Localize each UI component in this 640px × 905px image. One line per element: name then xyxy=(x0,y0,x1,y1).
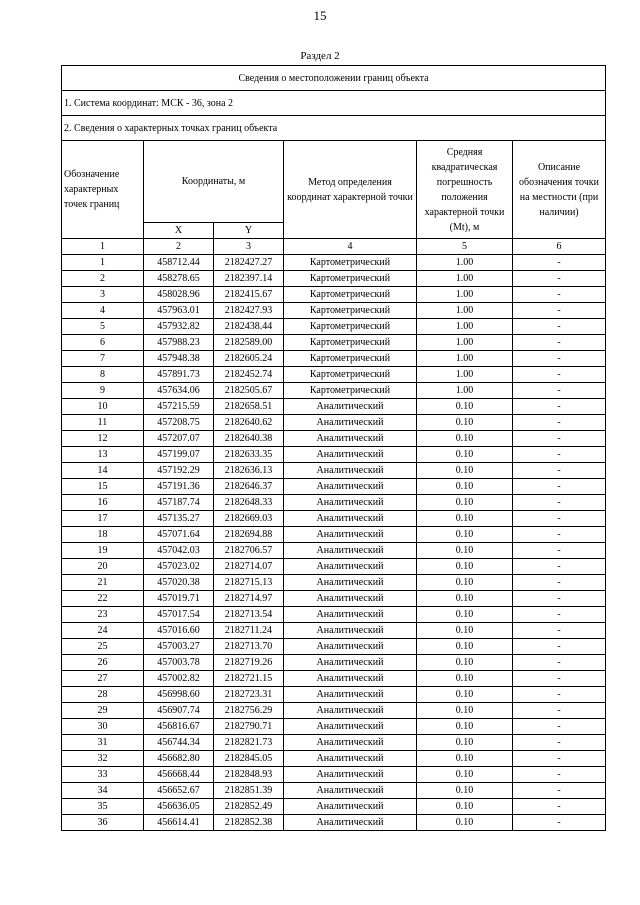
method-cell: Аналитический xyxy=(284,399,417,415)
y-coordinate-cell: 2182719.26 xyxy=(214,655,284,671)
error-cell: 0.10 xyxy=(417,639,513,655)
error-cell: 0.10 xyxy=(417,719,513,735)
method-cell: Аналитический xyxy=(284,735,417,751)
table-rows xyxy=(62,255,606,831)
y-coordinate-cell: 2182756.29 xyxy=(214,703,284,719)
y-coordinate-cell: 2182852.49 xyxy=(214,799,284,815)
section-title: Раздел 2 xyxy=(300,50,340,62)
description-cell: - xyxy=(513,671,606,687)
description-cell: - xyxy=(513,687,606,703)
y-coordinate-cell: 2182589.00 xyxy=(214,335,284,351)
description-cell: - xyxy=(513,783,606,799)
column-number: 3 xyxy=(214,239,284,255)
x-coordinate-cell: 457003.27 xyxy=(144,639,214,655)
x-coordinate-cell: 457634.06 xyxy=(144,383,214,399)
x-coordinate-cell: 456652.67 xyxy=(144,783,214,799)
method-cell: Картометрический xyxy=(284,351,417,367)
y-coordinate-cell: 2182845.05 xyxy=(214,751,284,767)
x-coordinate-cell: 457003.78 xyxy=(144,655,214,671)
method-cell: Аналитический xyxy=(284,751,417,767)
table-row xyxy=(62,735,606,751)
error-cell: 0.10 xyxy=(417,687,513,703)
x-coordinate-cell: 456907.74 xyxy=(144,703,214,719)
x-coordinate-cell: 457207.07 xyxy=(144,431,214,447)
y-coordinate-cell: 2182694.88 xyxy=(214,527,284,543)
error-cell: 1.00 xyxy=(417,367,513,383)
table-row xyxy=(62,767,606,783)
method-cell: Аналитический xyxy=(284,543,417,559)
description-cell: - xyxy=(513,463,606,479)
x-coordinate-cell: 457208.75 xyxy=(144,415,214,431)
table-row xyxy=(62,463,606,479)
y-coordinate-cell: 2182721.15 xyxy=(214,671,284,687)
point-number-cell: 24 xyxy=(62,623,144,639)
method-cell: Аналитический xyxy=(284,719,417,735)
error-cell: 0.10 xyxy=(417,591,513,607)
point-number-cell: 10 xyxy=(62,399,144,415)
description-cell: - xyxy=(513,623,606,639)
point-number-cell: 35 xyxy=(62,799,144,815)
error-cell: 1.00 xyxy=(417,287,513,303)
error-cell: 1.00 xyxy=(417,335,513,351)
x-coordinate-cell: 457017.54 xyxy=(144,607,214,623)
x-coordinate-cell: 457019.71 xyxy=(144,591,214,607)
point-number-cell: 19 xyxy=(62,543,144,559)
description-cell: - xyxy=(513,767,606,783)
y-coordinate-cell: 2182713.70 xyxy=(214,639,284,655)
error-cell: 0.10 xyxy=(417,815,513,831)
y-coordinate-cell: 2182713.54 xyxy=(214,607,284,623)
description-cell: - xyxy=(513,479,606,495)
point-number-cell: 3 xyxy=(62,287,144,303)
y-coordinate-cell: 2182723.31 xyxy=(214,687,284,703)
table-row xyxy=(62,527,606,543)
x-coordinate-cell: 457016.60 xyxy=(144,623,214,639)
method-cell: Картометрический xyxy=(284,287,417,303)
point-number-cell: 13 xyxy=(62,447,144,463)
x-coordinate-cell: 456614.41 xyxy=(144,815,214,831)
error-cell: 0.10 xyxy=(417,447,513,463)
error-cell: 1.00 xyxy=(417,351,513,367)
description-cell: - xyxy=(513,559,606,575)
boundary-points-table xyxy=(61,65,606,831)
method-cell: Аналитический xyxy=(284,495,417,511)
x-coordinate-cell: 457988.23 xyxy=(144,335,214,351)
error-cell: 1.00 xyxy=(417,319,513,335)
method-cell: Аналитический xyxy=(284,415,417,431)
column-number: 2 xyxy=(144,239,214,255)
x-coordinate-cell: 457020.38 xyxy=(144,575,214,591)
description-cell: - xyxy=(513,431,606,447)
table-row xyxy=(62,719,606,735)
y-coordinate-cell: 2182415.67 xyxy=(214,287,284,303)
method-cell: Аналитический xyxy=(284,623,417,639)
table-row xyxy=(62,303,606,319)
x-coordinate-cell: 458028.96 xyxy=(144,287,214,303)
error-cell: 0.10 xyxy=(417,607,513,623)
error-cell: 0.10 xyxy=(417,655,513,671)
point-number-cell: 28 xyxy=(62,687,144,703)
y-coordinate-cell: 2182714.07 xyxy=(214,559,284,575)
point-number-cell: 21 xyxy=(62,575,144,591)
error-cell: 0.10 xyxy=(417,575,513,591)
column-numbers-row xyxy=(62,239,606,255)
y-coordinate-cell: 2182640.62 xyxy=(214,415,284,431)
error-cell: 0.10 xyxy=(417,799,513,815)
point-number-cell: 12 xyxy=(62,431,144,447)
method-cell: Аналитический xyxy=(284,671,417,687)
x-coordinate-cell: 456744.34 xyxy=(144,735,214,751)
point-number-cell: 15 xyxy=(62,479,144,495)
method-cell: Аналитический xyxy=(284,463,417,479)
table-row xyxy=(62,351,606,367)
description-cell: - xyxy=(513,719,606,735)
column-number: 5 xyxy=(417,239,513,255)
point-number-cell: 29 xyxy=(62,703,144,719)
point-number-cell: 5 xyxy=(62,319,144,335)
y-coordinate-cell: 2182714.97 xyxy=(214,591,284,607)
method-cell: Аналитический xyxy=(284,783,417,799)
table-row xyxy=(62,815,606,831)
method-cell: Картометрический xyxy=(284,367,417,383)
points-section-line: 2. Сведения о характерных точках границ объекта xyxy=(62,116,606,141)
point-number-cell: 23 xyxy=(62,607,144,623)
x-coordinate-cell: 457215.59 xyxy=(144,399,214,415)
y-coordinate-cell: 2182640.38 xyxy=(214,431,284,447)
description-cell: - xyxy=(513,815,606,831)
error-cell: 1.00 xyxy=(417,255,513,271)
description-cell: - xyxy=(513,527,606,543)
method-cell: Картометрический xyxy=(284,271,417,287)
table-row xyxy=(62,607,606,623)
table-row xyxy=(62,495,606,511)
point-number-cell: 26 xyxy=(62,655,144,671)
error-cell: 0.10 xyxy=(417,543,513,559)
description-cell: - xyxy=(513,399,606,415)
table-row xyxy=(62,703,606,719)
point-number-cell: 17 xyxy=(62,511,144,527)
method-cell: Аналитический xyxy=(284,639,417,655)
y-coordinate-cell: 2182790.71 xyxy=(214,719,284,735)
y-coordinate-cell: 2182636.13 xyxy=(214,463,284,479)
description-cell: - xyxy=(513,639,606,655)
error-cell: 0.10 xyxy=(417,431,513,447)
point-number-cell: 33 xyxy=(62,767,144,783)
point-number-cell: 7 xyxy=(62,351,144,367)
method-cell: Аналитический xyxy=(284,431,417,447)
method-cell: Аналитический xyxy=(284,815,417,831)
method-cell: Картометрический xyxy=(284,319,417,335)
table-row xyxy=(62,479,606,495)
point-number-cell: 20 xyxy=(62,559,144,575)
table-row xyxy=(62,287,606,303)
error-cell: 0.10 xyxy=(417,703,513,719)
y-coordinate-cell: 2182438.44 xyxy=(214,319,284,335)
point-number-cell: 1 xyxy=(62,255,144,271)
point-number-cell: 18 xyxy=(62,527,144,543)
table-row xyxy=(62,511,606,527)
coordinate-system-line: 1. Система координат: МСК - 36, зона 2 xyxy=(62,91,606,116)
point-number-cell: 9 xyxy=(62,383,144,399)
description-cell: - xyxy=(513,367,606,383)
error-cell: 0.10 xyxy=(417,559,513,575)
description-cell: - xyxy=(513,607,606,623)
table-row xyxy=(62,447,606,463)
method-cell: Аналитический xyxy=(284,511,417,527)
error-cell: 0.10 xyxy=(417,399,513,415)
y-coordinate-cell: 2182505.67 xyxy=(214,383,284,399)
error-cell: 0.10 xyxy=(417,671,513,687)
table-row xyxy=(62,399,606,415)
x-coordinate-cell: 457023.02 xyxy=(144,559,214,575)
table-row xyxy=(62,783,606,799)
description-cell: - xyxy=(513,319,606,335)
description-cell: - xyxy=(513,303,606,319)
x-coordinate-cell: 457002.82 xyxy=(144,671,214,687)
point-number-cell: 22 xyxy=(62,591,144,607)
point-number-cell: 27 xyxy=(62,671,144,687)
y-coordinate-cell: 2182706.57 xyxy=(214,543,284,559)
header-y: Y xyxy=(214,223,284,239)
x-coordinate-cell: 457187.74 xyxy=(144,495,214,511)
x-coordinate-cell: 457891.73 xyxy=(144,367,214,383)
table-row xyxy=(62,415,606,431)
error-cell: 0.10 xyxy=(417,623,513,639)
method-cell: Аналитический xyxy=(284,655,417,671)
point-number-cell: 11 xyxy=(62,415,144,431)
method-cell: Аналитический xyxy=(284,527,417,543)
method-cell: Аналитический xyxy=(284,607,417,623)
point-number-cell: 14 xyxy=(62,463,144,479)
table-row xyxy=(62,655,606,671)
description-cell: - xyxy=(513,543,606,559)
point-number-cell: 8 xyxy=(62,367,144,383)
table-row xyxy=(62,255,606,271)
method-cell: Аналитический xyxy=(284,799,417,815)
error-cell: 1.00 xyxy=(417,303,513,319)
x-coordinate-cell: 457948.38 xyxy=(144,351,214,367)
point-number-cell: 32 xyxy=(62,751,144,767)
description-cell: - xyxy=(513,799,606,815)
method-cell: Аналитический xyxy=(284,767,417,783)
header-x: X xyxy=(144,223,214,239)
point-number-cell: 25 xyxy=(62,639,144,655)
y-coordinate-cell: 2182852.38 xyxy=(214,815,284,831)
table-row xyxy=(62,367,606,383)
method-cell: Картометрический xyxy=(284,255,417,271)
y-coordinate-cell: 2182848.93 xyxy=(214,767,284,783)
x-coordinate-cell: 457071.64 xyxy=(144,527,214,543)
description-cell: - xyxy=(513,511,606,527)
method-cell: Аналитический xyxy=(284,479,417,495)
table-row xyxy=(62,751,606,767)
point-number-cell: 16 xyxy=(62,495,144,511)
description-cell: - xyxy=(513,415,606,431)
y-coordinate-cell: 2182452.74 xyxy=(214,367,284,383)
y-coordinate-cell: 2182646.37 xyxy=(214,479,284,495)
x-coordinate-cell: 456636.05 xyxy=(144,799,214,815)
y-coordinate-cell: 2182427.27 xyxy=(214,255,284,271)
error-cell: 1.00 xyxy=(417,383,513,399)
y-coordinate-cell: 2182658.51 xyxy=(214,399,284,415)
point-number-cell: 2 xyxy=(62,271,144,287)
error-cell: 0.10 xyxy=(417,511,513,527)
y-coordinate-cell: 2182648.33 xyxy=(214,495,284,511)
error-cell: 0.10 xyxy=(417,751,513,767)
x-coordinate-cell: 456816.67 xyxy=(144,719,214,735)
description-cell: - xyxy=(513,287,606,303)
table-row xyxy=(62,559,606,575)
x-coordinate-cell: 457932.82 xyxy=(144,319,214,335)
y-coordinate-cell: 2182397.14 xyxy=(214,271,284,287)
table-title: Сведения о местоположении границ объекта xyxy=(62,66,606,91)
x-coordinate-cell: 457042.03 xyxy=(144,543,214,559)
point-number-cell: 34 xyxy=(62,783,144,799)
header-description: Описание обозначения точки на местности (при наличии) xyxy=(513,141,606,239)
header-method: Метод определения координат характерной точки xyxy=(284,141,417,239)
error-cell: 0.10 xyxy=(417,479,513,495)
error-cell: 0.10 xyxy=(417,783,513,799)
x-coordinate-cell: 457191.36 xyxy=(144,479,214,495)
x-coordinate-cell: 457963.01 xyxy=(144,303,214,319)
x-coordinate-cell: 457199.07 xyxy=(144,447,214,463)
error-cell: 0.10 xyxy=(417,767,513,783)
table-row xyxy=(62,383,606,399)
point-number-cell: 30 xyxy=(62,719,144,735)
header-designation: Обозначение характерных точек границ xyxy=(62,141,144,239)
method-cell: Аналитический xyxy=(284,447,417,463)
error-cell: 1.00 xyxy=(417,271,513,287)
header-error: Средняя квадратическая погрешность положения характерной точки (Mt), м xyxy=(417,141,513,239)
description-cell: - xyxy=(513,351,606,367)
table-row xyxy=(62,431,606,447)
table-row xyxy=(62,623,606,639)
method-cell: Аналитический xyxy=(284,687,417,703)
point-number-cell: 36 xyxy=(62,815,144,831)
error-cell: 0.10 xyxy=(417,527,513,543)
table-row xyxy=(62,687,606,703)
method-cell: Аналитический xyxy=(284,559,417,575)
description-cell: - xyxy=(513,655,606,671)
table-row xyxy=(62,799,606,815)
point-number-cell: 4 xyxy=(62,303,144,319)
method-cell: Картометрический xyxy=(284,303,417,319)
method-cell: Аналитический xyxy=(284,703,417,719)
description-cell: - xyxy=(513,703,606,719)
description-cell: - xyxy=(513,735,606,751)
x-coordinate-cell: 456668.44 xyxy=(144,767,214,783)
table-row xyxy=(62,575,606,591)
method-cell: Аналитический xyxy=(284,591,417,607)
description-cell: - xyxy=(513,383,606,399)
description-cell: - xyxy=(513,447,606,463)
description-cell: - xyxy=(513,271,606,287)
description-cell: - xyxy=(513,751,606,767)
y-coordinate-cell: 2182427.93 xyxy=(214,303,284,319)
y-coordinate-cell: 2182711.24 xyxy=(214,623,284,639)
error-cell: 0.10 xyxy=(417,415,513,431)
x-coordinate-cell: 457192.29 xyxy=(144,463,214,479)
table-row xyxy=(62,591,606,607)
table-row xyxy=(62,639,606,655)
method-cell: Картометрический xyxy=(284,335,417,351)
method-cell: Картометрический xyxy=(284,383,417,399)
table-row xyxy=(62,319,606,335)
error-cell: 0.10 xyxy=(417,463,513,479)
error-cell: 0.10 xyxy=(417,735,513,751)
column-number: 1 xyxy=(62,239,144,255)
y-coordinate-cell: 2182605.24 xyxy=(214,351,284,367)
x-coordinate-cell: 458278.65 xyxy=(144,271,214,287)
column-number: 4 xyxy=(284,239,417,255)
table-row xyxy=(62,543,606,559)
y-coordinate-cell: 2182633.35 xyxy=(214,447,284,463)
description-cell: - xyxy=(513,591,606,607)
method-cell: Аналитический xyxy=(284,575,417,591)
description-cell: - xyxy=(513,495,606,511)
description-cell: - xyxy=(513,575,606,591)
header-coordinates: Координаты, м xyxy=(144,141,284,223)
error-cell: 0.10 xyxy=(417,495,513,511)
point-number-cell: 31 xyxy=(62,735,144,751)
x-coordinate-cell: 456998.60 xyxy=(144,687,214,703)
y-coordinate-cell: 2182851.39 xyxy=(214,783,284,799)
table-row xyxy=(62,671,606,687)
description-cell: - xyxy=(513,255,606,271)
y-coordinate-cell: 2182715.13 xyxy=(214,575,284,591)
page-number: 15 xyxy=(313,8,327,23)
x-coordinate-cell: 458712.44 xyxy=(144,255,214,271)
y-coordinate-cell: 2182669.03 xyxy=(214,511,284,527)
x-coordinate-cell: 457135.27 xyxy=(144,511,214,527)
point-number-cell: 6 xyxy=(62,335,144,351)
table-row xyxy=(62,335,606,351)
x-coordinate-cell: 456682.80 xyxy=(144,751,214,767)
y-coordinate-cell: 2182821.73 xyxy=(214,735,284,751)
table-row xyxy=(62,271,606,287)
column-number: 6 xyxy=(513,239,606,255)
description-cell: - xyxy=(513,335,606,351)
